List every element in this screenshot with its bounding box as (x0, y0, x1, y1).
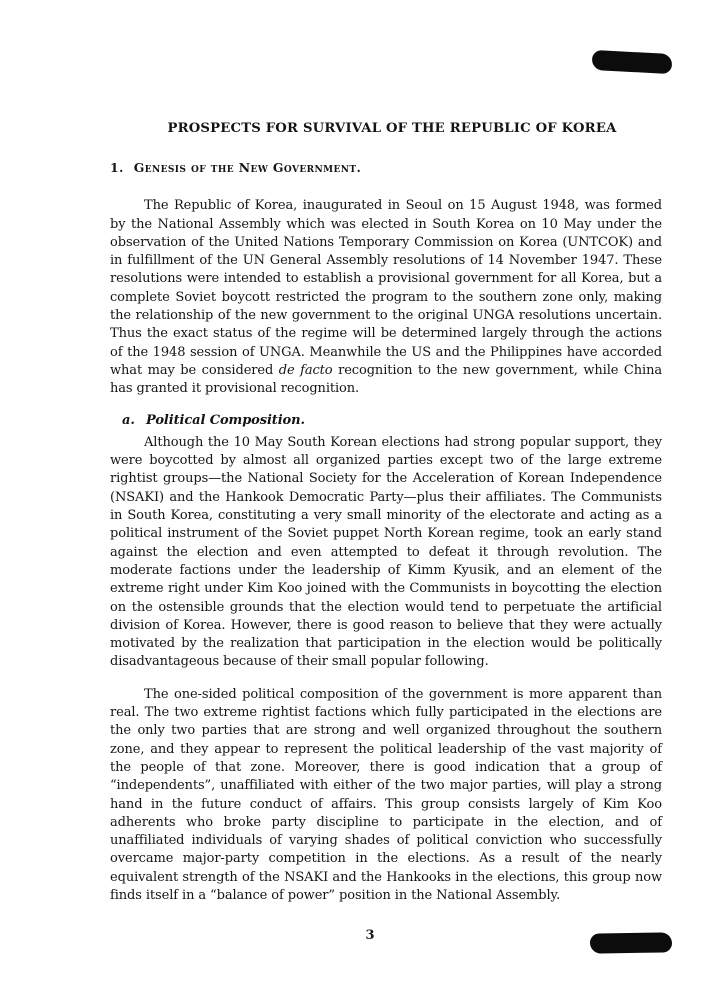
redaction-mark-top (592, 50, 673, 74)
section-number: 1. (110, 160, 124, 175)
paragraph-political-composition: Although the 10 May South Korean elections had strong popular support, they were boycotted by almost all organized parties except two of the large extreme rightist groups—the National Society for the Acceleration of Korean Independence (NSAKI) and the Hankook Democratic Party—plus their affiliates. The Communists in South Korea, constituting a very small minority of the electorate and acting as a political instrument of the Soviet puppet North Korean regime, took an early stand against the election and even attempted to defeat it through revolution. The moderate factions under the leadership of Kimm Kyusik, and an element of the extreme right under Kim Koo joined with the Communists in boycotting the election on the ostensible grounds that the election would tend to perpetuate the artificial division of Korea. However, there is good reason to believe that they were actually motivated by the realization that participation in the election would be politically disadvantageous because of their small popular following. (110, 434, 662, 670)
paragraph-genesis-text-end: recognition to the new government, while China has granted it provisional recognition. (110, 362, 662, 397)
page-number: 3 (365, 928, 375, 943)
italic-term: de facto (278, 362, 333, 378)
paragraph-genesis-text: The Republic of Korea, inaugurated in Seoul on 15 August 1948, was formed by the National Assembly which was elected in South Korea on 10 May under the observation of the United Nations Temporary Commission on Korea (UNTCOK) and in fulfillment of the UN General Assembly resolutions of 14 November 1947. These resolutions were intended to establish a provisional government for all Korea, but a complete Soviet boycott restricted the program to the southern zone only, making the relationship of the new government to the original UNGA resolutions uncertain. Thus the exact status of the regime will be determined largely through the actions of the 1948 session of UNGA. Meanwhile the US and the Philippines have accorded what may be considered (110, 198, 662, 378)
section-title: Genesis of the New Government. (133, 160, 362, 175)
paragraph-genesis (110, 197, 662, 398)
section-heading (110, 159, 662, 177)
document-title: PROSPECTS FOR SURVIVAL OF THE REPUBLIC OF KOREA (167, 121, 617, 136)
paragraph-one-sided: The one-sided political composition of the government is more apparent than real. The two extreme rightist factions which fully participated in the elections are the only two parties that are strong and well organized throughout the southern zone, and they appear to represent the political leadership of the vast majority of the people of that zone. Moreover, there is good indication that a group of “independents”, unaffiliated with either of the two major parties, will play a strong hand in the future conduct of affairs. This group consists largely of Kim Koo adherents who broke party discipline to participate in the election, and of unaffiliated individuals of varying shades of political conviction who successfully overcame major-party competition in the elections. As a result of the nearly equivalent strength of the NSAKI and the Hankooks in the elections, this group now finds itself in a “balance of power” position in the National Assembly. (110, 686, 662, 903)
subsection-title: Political Composition. (146, 412, 305, 428)
subsection-letter: a. (122, 412, 135, 428)
subsection-heading (122, 412, 662, 430)
redaction-mark-bottom (590, 932, 672, 953)
page-body (110, 120, 662, 905)
